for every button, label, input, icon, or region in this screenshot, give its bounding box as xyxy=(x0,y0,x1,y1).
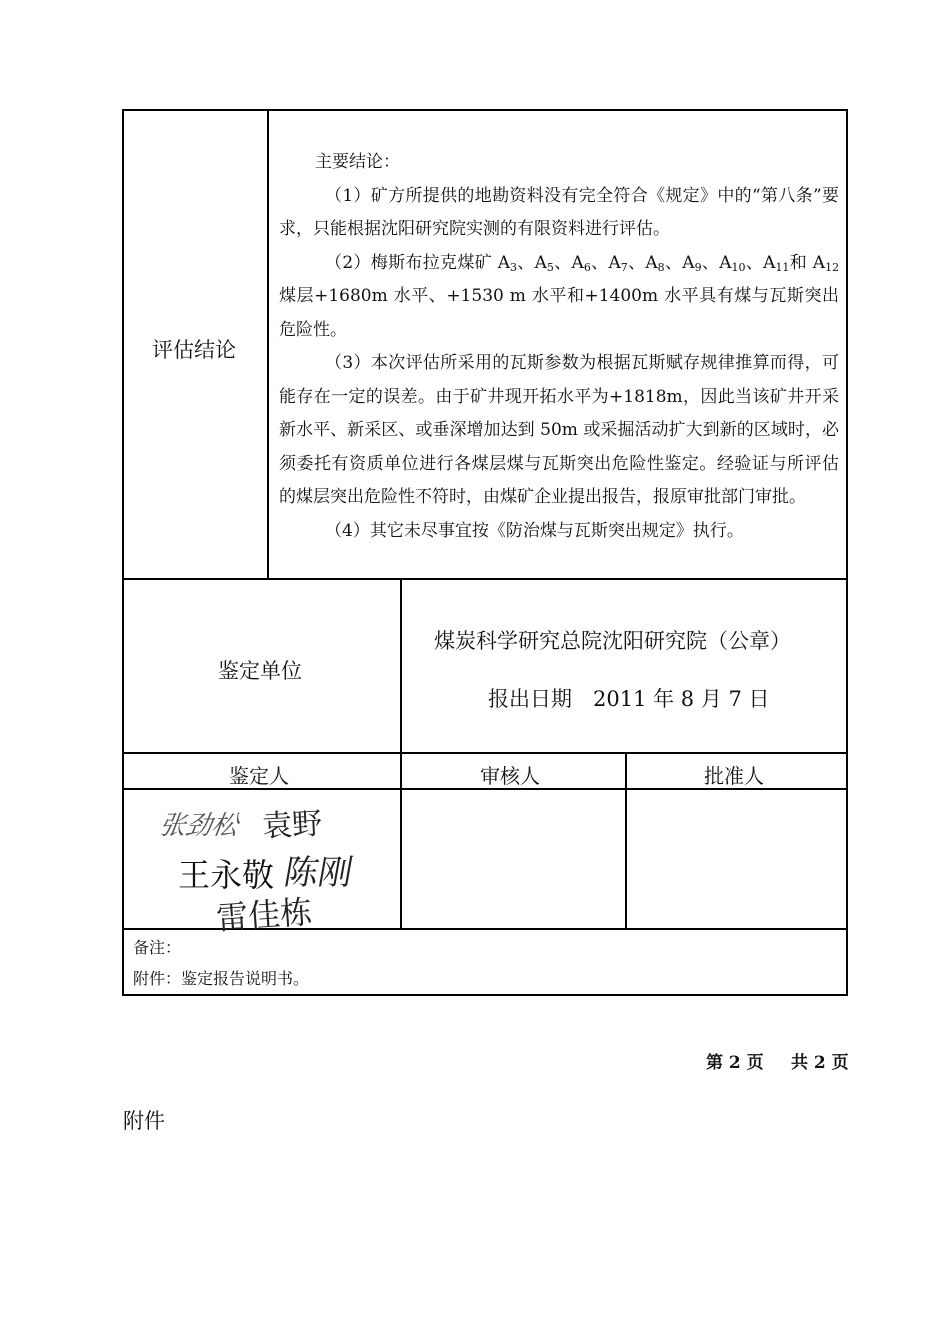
seam-sub: 8 xyxy=(657,260,665,274)
signature-3: 王永敬 xyxy=(178,856,275,894)
para2-start: （2）梅斯布拉克煤矿 A xyxy=(325,252,510,273)
conclusion-text xyxy=(279,146,839,548)
signature-2: 袁野 xyxy=(261,806,324,845)
para2-end: 煤层+1680m 水平、+1530 m 水平和+1400m 水平具有煤与瓦斯突出危险性。 xyxy=(279,286,839,340)
conclusion-para-3: （3）本次评估所采用的瓦斯参数为根据瓦斯赋存规律推算而得，可能存在一定的误差。由于矿井现开拓水平为+1818m，因此当该矿井开采新水平、新采区、或垂深增加达到 50m 或采掘活动扩大到新的区域时，必须委托有资质单位进行各煤层煤与瓦斯突出危险性鉴定。经验证与所评估的煤层突出危险性不符时，由煤矿企业提出报告，报原审批部门审批。 xyxy=(279,353,839,507)
seam-sub: 3 xyxy=(509,260,517,274)
seam-sub: 10 xyxy=(731,260,746,274)
conclusion-heading: 主要结论： xyxy=(315,152,400,172)
remark-label: 备注： xyxy=(133,938,182,957)
signature-1: 张劲松 xyxy=(157,811,240,841)
attachment-heading: 附件 xyxy=(123,1109,165,1133)
page-total: 共 2 页 xyxy=(791,1053,849,1073)
seam-sub: 6 xyxy=(583,260,591,274)
attachment-note: 附件：鉴定报告说明书。 xyxy=(133,969,310,988)
seam-sub: 12 xyxy=(825,260,840,274)
divider-unit-col xyxy=(400,579,402,929)
seam-sub: 5 xyxy=(546,260,554,274)
report-date: 报出日期 2011 年 8 月 7 日 xyxy=(488,687,770,711)
header-reviewer: 审核人 xyxy=(480,764,540,788)
label-unit: 鉴定单位 xyxy=(218,659,302,683)
label-conclusion: 评估结论 xyxy=(152,338,236,362)
conclusion-para-4: （4）其它未尽事宜按《防治煤与瓦斯突出规定》执行。 xyxy=(325,520,744,541)
unit-name: 煤炭科学研究总院沈阳研究院（公章） xyxy=(434,629,791,653)
seam-sub: 11 xyxy=(775,260,790,274)
seam-sub: 9 xyxy=(694,260,702,274)
signature-5: 雷佳栋 xyxy=(214,892,314,938)
conclusion-para-1: （1）矿方所提供的地勘资料没有完全符合《规定》中的“第八条”要求，只能根据沈阳研究院实测的有限资料进行评估。 xyxy=(279,185,839,239)
divider-row-header xyxy=(123,752,847,754)
divider-approver-col xyxy=(625,753,627,929)
divider-row-unit xyxy=(123,578,847,580)
page-number: 第 2 页 xyxy=(706,1053,764,1073)
header-appraiser: 鉴定人 xyxy=(229,764,289,788)
header-approver: 批准人 xyxy=(704,764,764,788)
seam-sub: 7 xyxy=(620,260,628,274)
conclusion-para-2: （2）梅斯布拉克煤矿 $A_3$、$A_5$、$A_6$、$A_7$、$A_8$、$A_9$、$A_{10}$、$A_{11}$和 $A_{12}$煤层+1680m 水平、+1530 m 水平和+1400m 水平具有煤与瓦斯突出危险性。 xyxy=(279,252,840,340)
signature-4: 陈刚 xyxy=(280,853,356,893)
divider-conclusion-col xyxy=(267,110,269,579)
